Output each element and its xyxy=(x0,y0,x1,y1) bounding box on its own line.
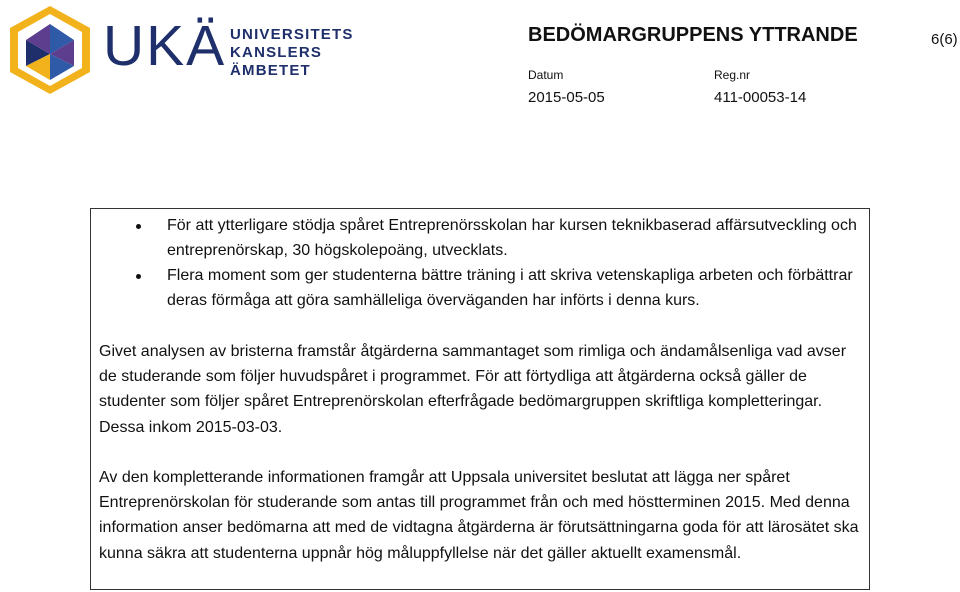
logo-org-name xyxy=(230,26,354,80)
page-number: 6(6) xyxy=(931,31,958,48)
uka-emblem-icon xyxy=(4,4,96,96)
logo-wordmark: UKÄ xyxy=(103,14,227,78)
bullet-text: För att ytterligare stödja spåret Entreprenörsskolan har kursen teknikbaserad affärsutveckling och entreprenörskap, 30 högskolepoäng, utvecklats. xyxy=(167,217,857,259)
bullet-icon xyxy=(136,224,141,229)
document-title: BEDÖMARGRUPPENS YTTRANDE xyxy=(528,24,858,46)
logo-org-line: ÄMBETET xyxy=(230,62,311,79)
logo-org-line: KANSLERS xyxy=(230,44,323,61)
uka-logo xyxy=(4,4,364,96)
logo-org-line: UNIVERSITETS xyxy=(230,26,354,43)
content-box xyxy=(90,208,870,590)
reg-value: 411-00053-14 xyxy=(714,89,807,106)
date-value: 2015-05-05 xyxy=(528,89,605,106)
reg-label: Reg.nr xyxy=(714,68,751,82)
paragraph: Givet analysen av bristerna framstår åtgärderna sammantaget som rimliga och ändamålsenliga vad avser de studerande som följer huvudspåret i programmet. För att förtydliga att åtgärderna också gäller de studenter som följer spåret Entreprenörskolan efterfrågade bedömargruppen skriftliga kompletteringar. Dessa inkom 2015-03-03. xyxy=(99,343,847,436)
bullet-text: Flera moment som ger studenterna bättre träning i att skriva vetenskapliga arbeten och förbättrar deras förmåga att göra samhälleliga överväganden har införts i denna kurs. xyxy=(167,267,853,309)
date-label: Datum xyxy=(528,68,564,82)
bullet-icon xyxy=(136,274,141,279)
paragraph: Av den kompletterande informationen framgår att Uppsala universitet beslutat att lägga ner spåret Entreprenörskolan för studerande som antas till programmet från och med höstterminen 2015. Med denna information anser bedömarna att med de vidtagna åtgärderna är förutsättningarna goda för att lärosätet ska kunna säkra att studenterna uppnår hög måluppfyllelse när det gäller aktuellt examensmål. xyxy=(99,469,859,562)
